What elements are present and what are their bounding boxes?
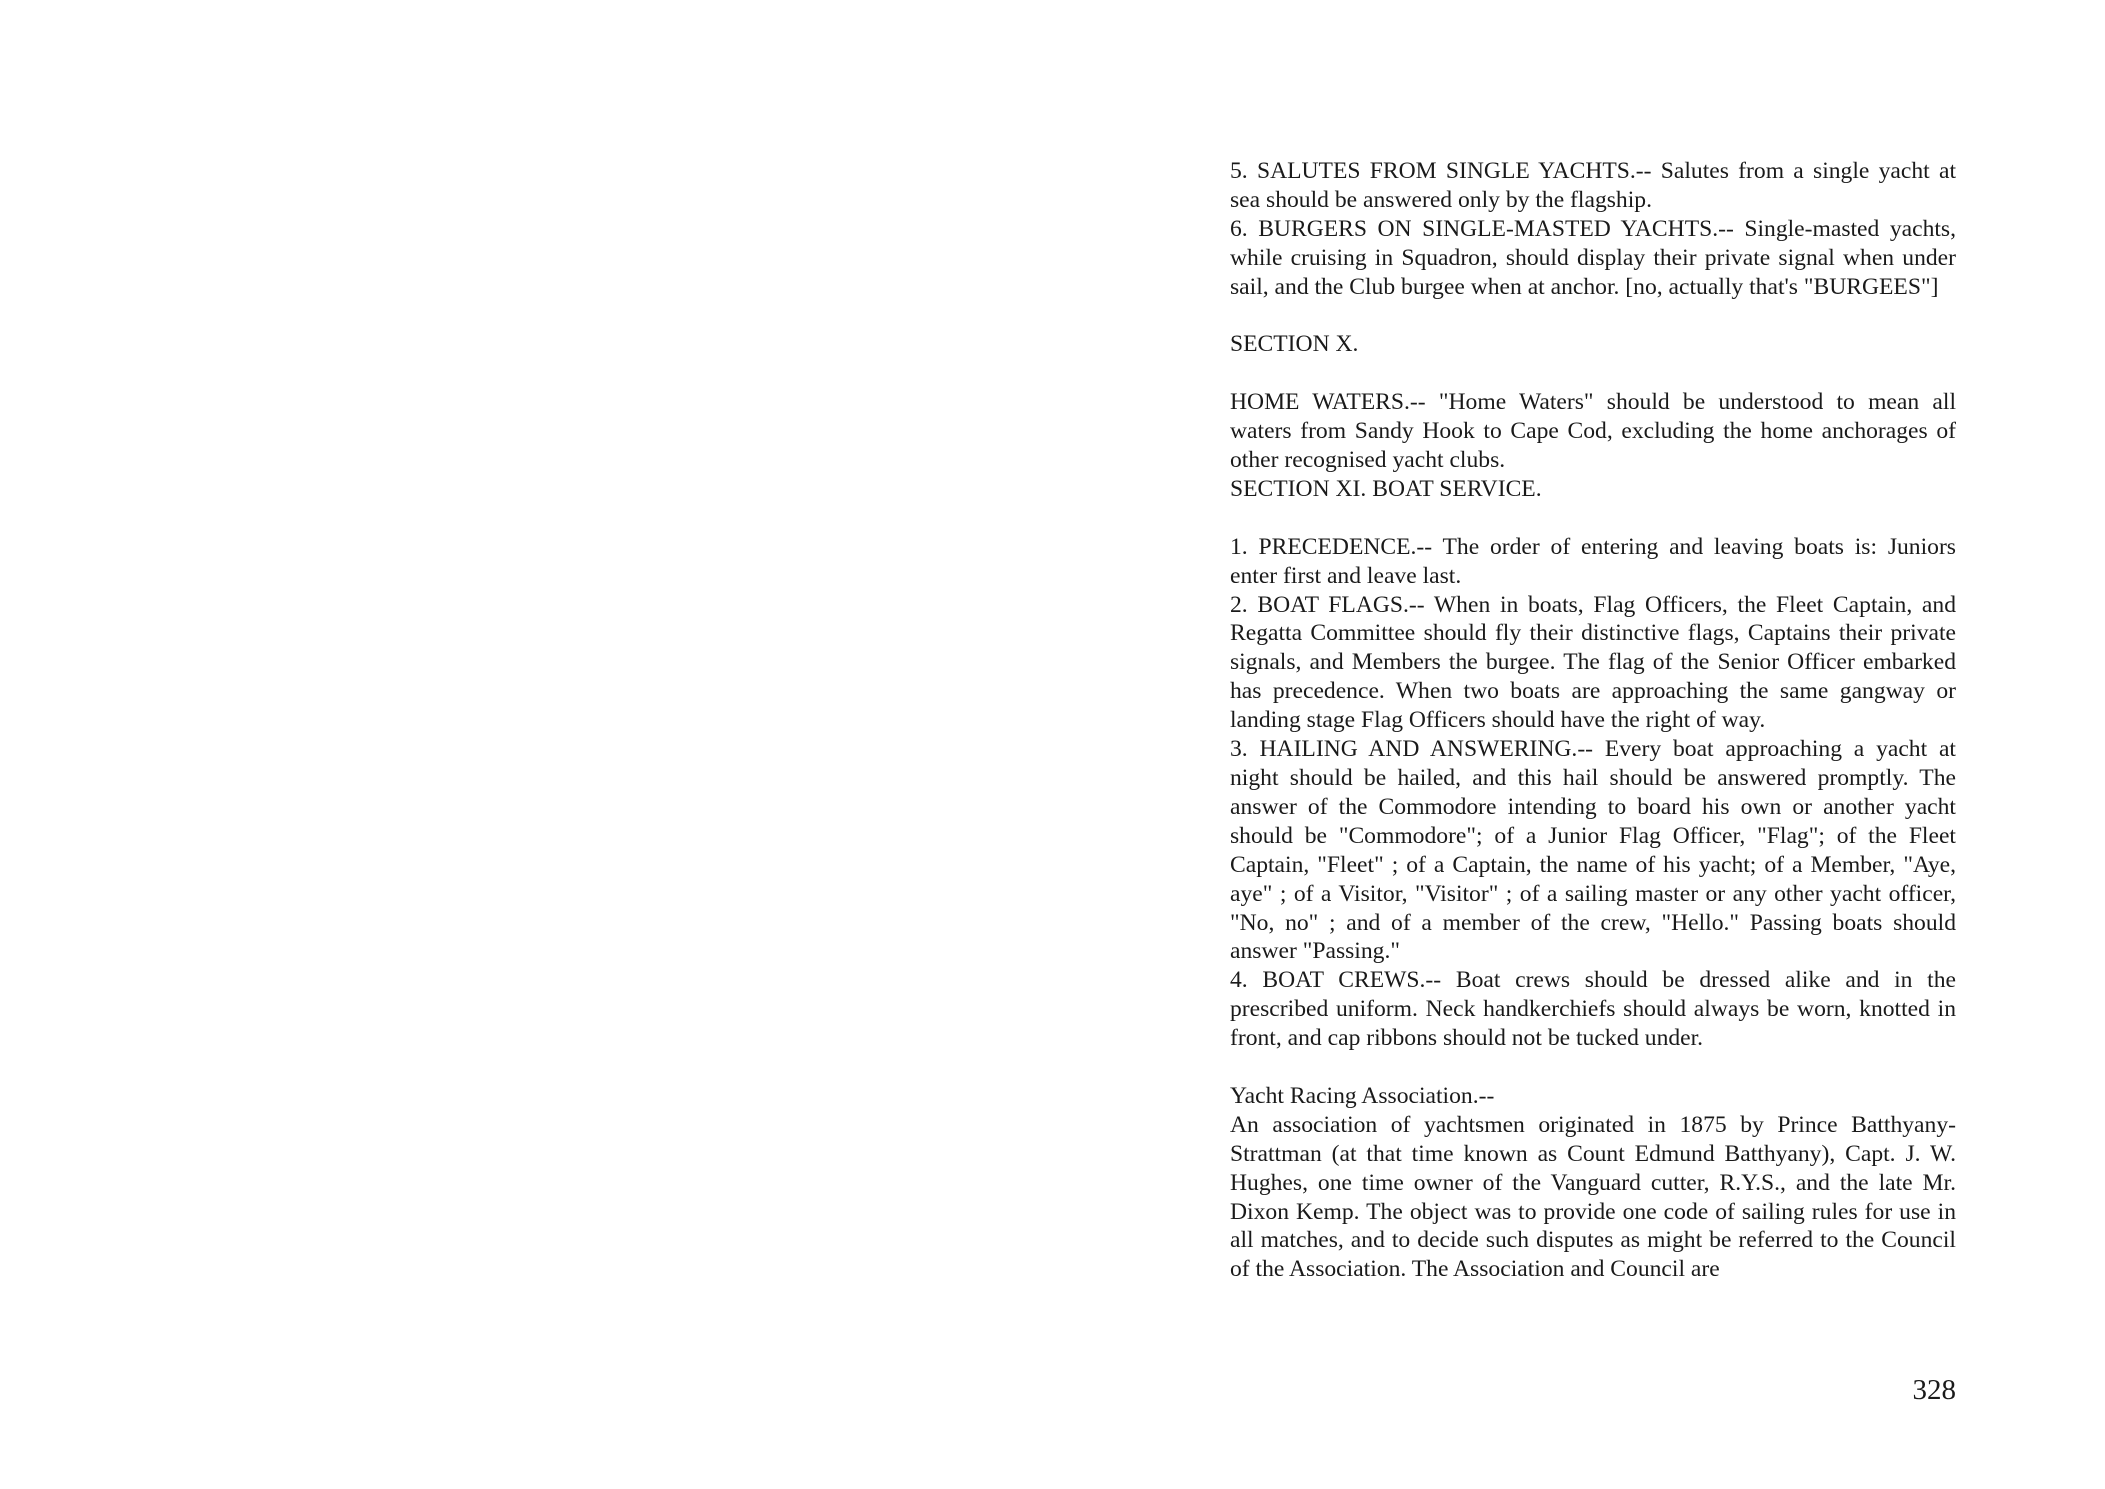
section-xi-heading: SECTION XI. BOAT SERVICE. (1230, 475, 1542, 502)
paragraph-hailing: 3. HAILING AND ANSWERING.-- Every boat approaching a yacht at night should be hailed, and this hail should be answered promptly. The answer of the Commodore intending to board his own or another yacht should be "Commodore"; of a Junior Flag Officer, "Flag"; of the Fleet Captain, "Fleet" ; of a Captain, the name of his yacht; of a Member, "Aye, aye" ; of a Visitor, "Visitor" ; of a sailing master or any other yacht officer, "No, no" ; and of a member of the crew, "Hello." Passing boats should answer "Passing." (1230, 736, 1956, 965)
paragraph-gap (1230, 359, 1956, 388)
paragraph-home-waters: HOME WATERS.-- "Home Waters" should be understood to mean all waters from Sandy Hook to Cape Cod, excluding the home anchorages of other recognised yacht clubs. (1230, 389, 1956, 474)
paragraph-yra-body: An association of yachtsmen originated in 1875 by Prince Batthyany-Strattman (at that time known as Count Edmund Batthyany), Capt. J. W. Hughes, one time owner of the Vanguard cutter, R.Y.S., and the late Mr. Dixon Kemp. The object was to provide one code of sailing rules for use in all matches, and to decide such disputes as might be referred to the Council of the Association. The Association and Council are (1230, 1111, 1956, 1283)
paragraph-yra-title: Yacht Racing Association.-- (1230, 1082, 1495, 1109)
page-text-column (1230, 157, 1956, 1284)
page-number: 328 (1912, 1374, 1956, 1406)
section-x-heading: SECTION X. (1230, 331, 1359, 358)
paragraph-gap (1230, 302, 1956, 331)
paragraph-gap (1230, 504, 1956, 533)
paragraph-boat-flags: 2. BOAT FLAGS.-- When in boats, Flag Officers, the Fleet Captain, and Regatta Committee should fly their distinctive flags, Captains their private signals, and Members the burgee. The flag of the Senior Officer embarked has precedence. When two boats are approaching the same gangway or landing stage Flag Officers should have the right of way. (1230, 591, 1956, 734)
paragraph-salutes: 5. SALUTES FROM SINGLE YACHTS.-- Salutes from a single yacht at sea should be answered only by the flagship. (1230, 158, 1956, 213)
paragraph-precedence: 1. PRECEDENCE.-- The order of entering and leaving boats is: Juniors enter first and leave last. (1230, 533, 1956, 589)
paragraph-boat-crews: 4. BOAT CREWS.-- Boat crews should be dressed alike and in the prescribed uniform. Neck handkerchiefs should always be worn, knotted in front, and cap ribbons should not be tucked under. (1230, 967, 1956, 1052)
paragraph-burgers: 6. BURGERS ON SINGLE-MASTED YACHTS.-- Single-masted yachts, while cruising in Squadron, should display their private signal when under sail, and the Club burgee when at anchor. [no, actually that's "BURGEES"] (1230, 215, 1956, 300)
paragraph-gap (1230, 1053, 1956, 1082)
